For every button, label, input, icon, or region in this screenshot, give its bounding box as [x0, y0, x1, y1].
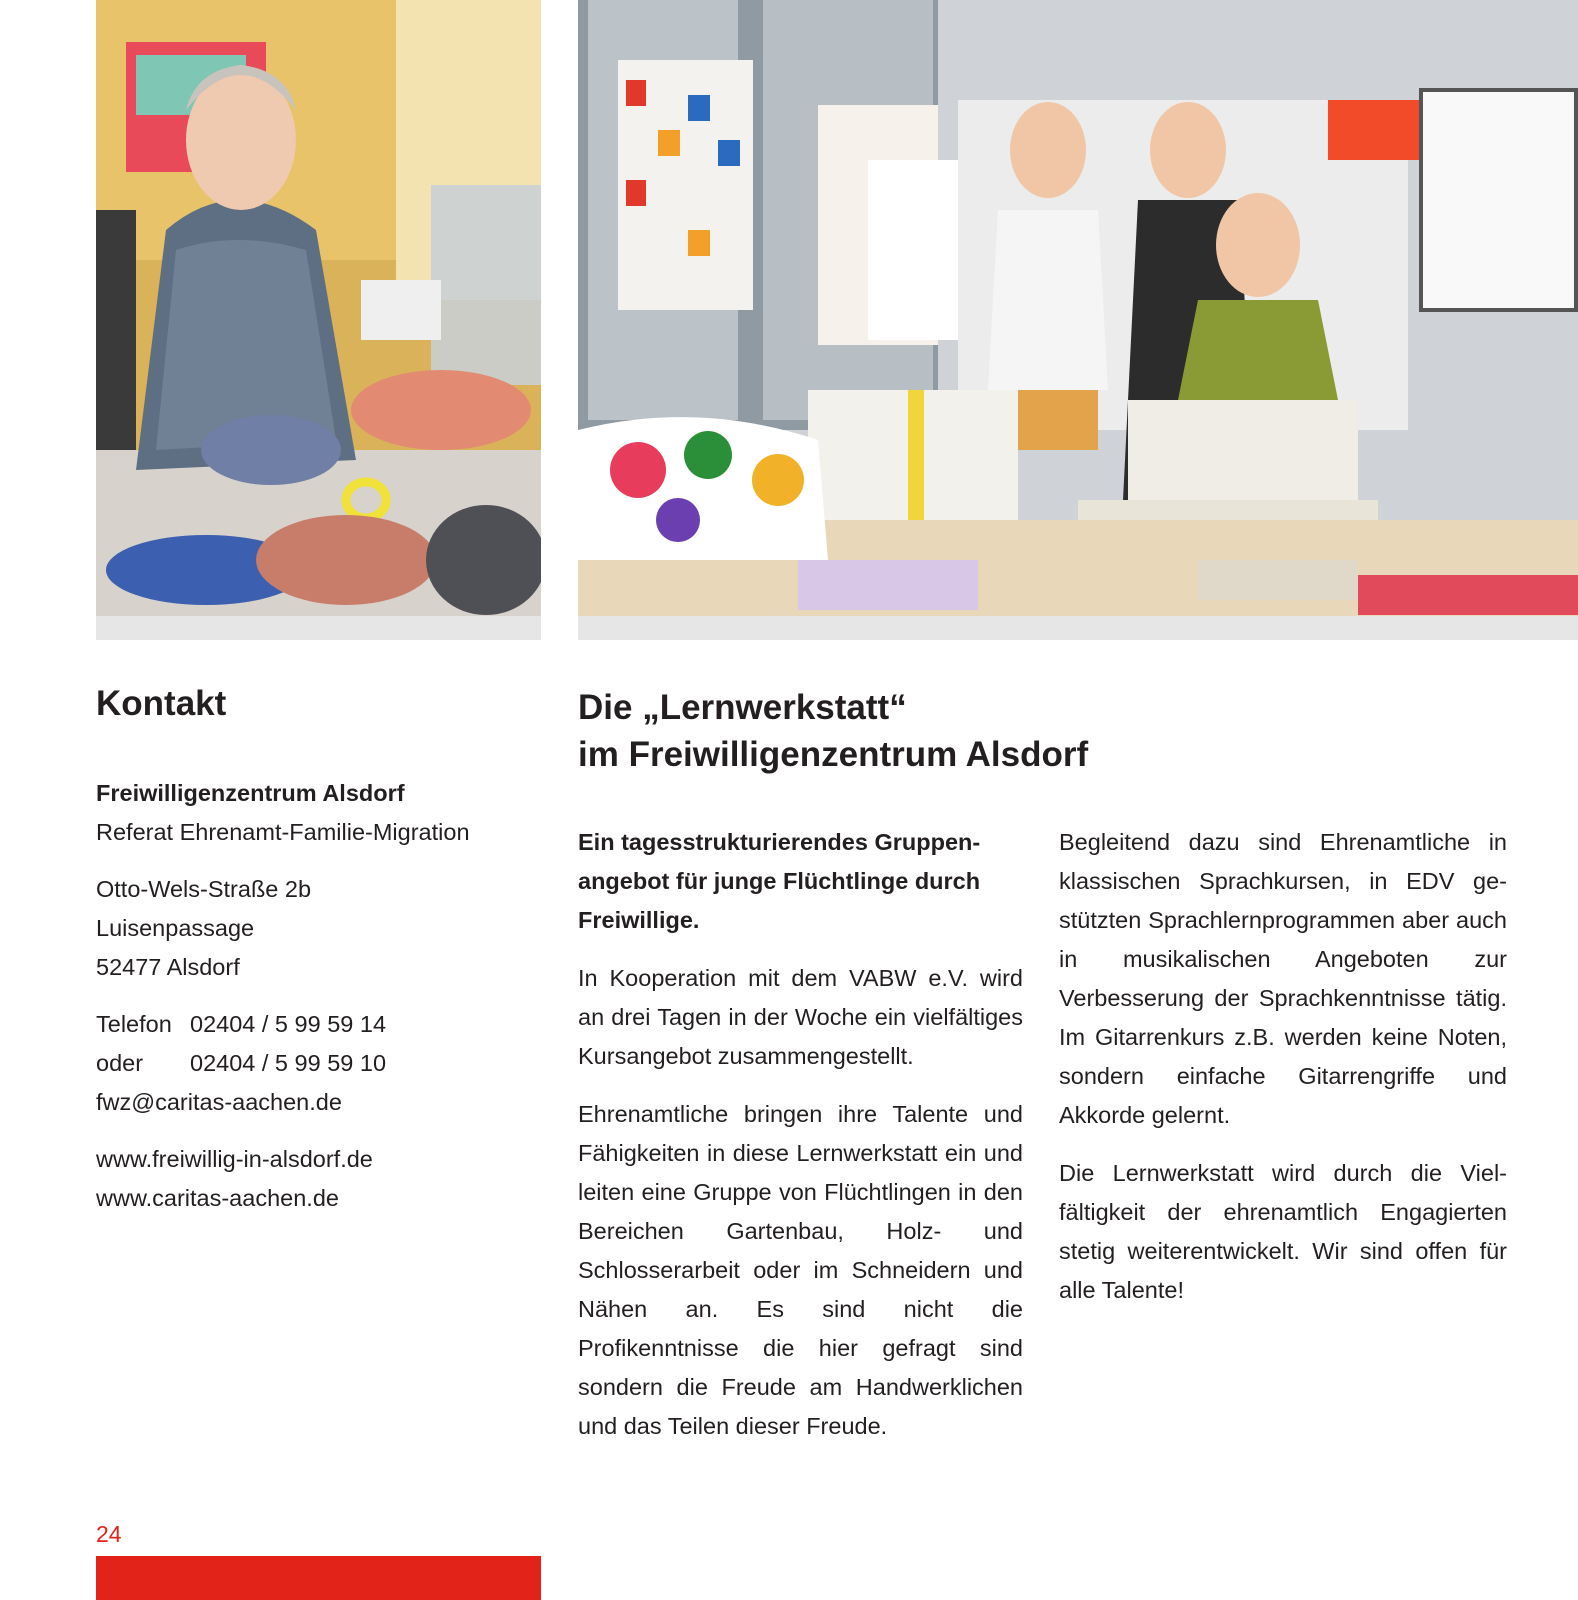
contact-street: Otto-Wels-Straße 2b [96, 876, 312, 902]
contact-building: Luisenpassage [96, 915, 255, 941]
article-column-2 [1059, 823, 1507, 1329]
contact-email-link[interactable]: fwz@caritas-aachen.de [96, 1089, 342, 1115]
contact-alt-phone-row [96, 1044, 536, 1083]
phone-number[interactable]: 02404 / 5 99 59 14 [190, 1011, 387, 1037]
contact-block [96, 774, 536, 1218]
website-link-caritas[interactable]: www.caritas-aachen.de [96, 1185, 339, 1211]
photo-band-right [578, 616, 1578, 640]
website-link-freiwillig[interactable]: www.freiwillig-in-alsdorf.de [96, 1146, 373, 1172]
photo-band-left [96, 616, 541, 640]
article-paragraph-2: Ehrenamtliche bringen ihre Talente und Fähigkeiten in diese Lernwerkstatt ein und leiten eine Gruppe von Flüchtlingen in den Bereichen Gartenbau, Holz- und Schlosserarbeit oder im Schneidern und Nähen an. Es sind nicht die Profikenntnisse die hier gefragt sind sondern die Freude am Handwerklichen und das Teilen dieser Freude. [578, 1101, 1023, 1439]
sewing-workshop-photo [578, 0, 1578, 616]
page-number: 24 [96, 1521, 122, 1547]
article-heading-line1: Die „Lernwerkstatt“ [578, 688, 907, 727]
article-paragraph-1: In Kooperation mit dem VABW e.V. wird an drei Tagen in der Woche ein vielfältiges Kursangebot zusammengestellt. [578, 965, 1023, 1069]
article-paragraph-4: Die Lernwerkstatt wird durch die Vielfältigkeit der ehrenamtlich Engagierten stetig weiterentwickelt. Wir sind offen für alle Talente! [1059, 1160, 1507, 1303]
footer-red-bar [96, 1556, 541, 1600]
contact-city: 52477 Alsdorf [96, 954, 240, 980]
article-column-1 [578, 823, 1023, 1465]
volunteer-knitting-photo [96, 0, 541, 616]
article-lead: Ein tagesstrukturierendes Gruppenangebot für junge Flüchtlinge durch Freiwillige. [578, 829, 981, 933]
contact-department: Referat Ehrenamt-Familie-Migration [96, 819, 470, 845]
contact-org: Freiwilligenzentrum Alsdorf [96, 780, 405, 806]
article-heading [578, 684, 1088, 778]
contact-heading: Kontakt [96, 684, 227, 723]
article-heading-line2: im Freiwilligenzentrum Alsdorf [578, 735, 1089, 774]
phone-label: Telefon [96, 1011, 172, 1037]
alt-phone-label: oder [96, 1050, 144, 1076]
article-paragraph-3: Begleitend dazu sind Ehrenamtliche in klassischen Sprachkursen, in EDV gestützten Sprachlernprogrammen aber auch in musikalischen Angeboten zur Verbesserung der Sprachkenntnisse tätig. Im Gitarrenkurs z.B. werden keine Noten, sondern einfache Gitarrengriffe und Akkorde gelernt. [1059, 829, 1507, 1128]
contact-phone-row [96, 1005, 536, 1044]
alt-phone-number[interactable]: 02404 / 5 99 59 10 [190, 1050, 387, 1076]
